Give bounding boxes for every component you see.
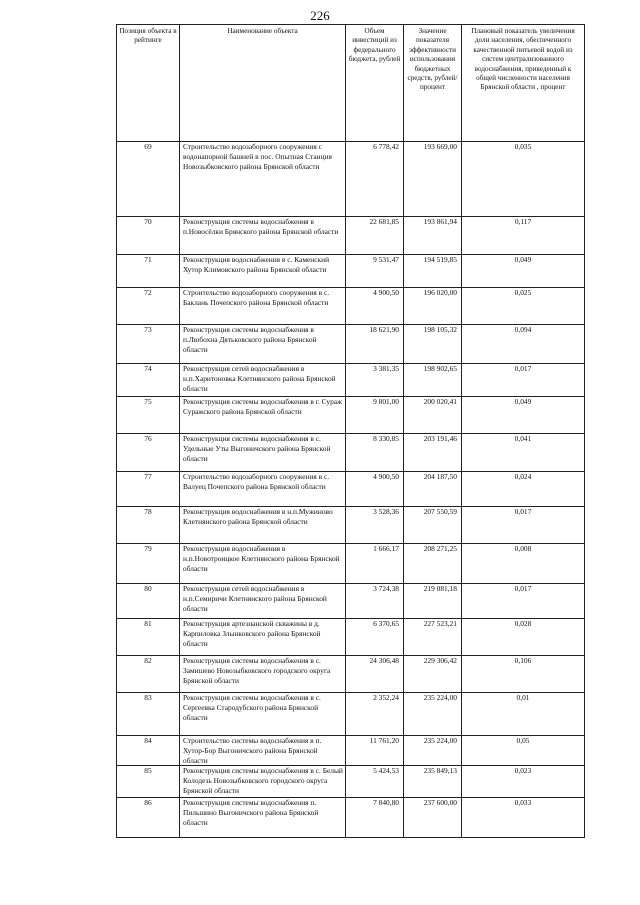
investment-cell: 11 761,20 [346, 736, 404, 766]
efficiency-cell: 196 020,00 [404, 288, 462, 325]
table-row [117, 798, 585, 838]
planned-share-cell: 0,025 [462, 288, 585, 325]
planned-share-cell: 0,008 [462, 544, 585, 584]
table-row [117, 217, 585, 255]
planned-share-cell: 0,05 [462, 736, 585, 766]
header-investment: Объем инвестиций из федерального бюджета, рублей [346, 25, 404, 142]
investment-cell: 8 330,85 [346, 434, 404, 472]
efficiency-cell: 204 187,50 [404, 472, 462, 507]
planned-share-cell: 0,094 [462, 325, 585, 364]
efficiency-cell: 219 081,18 [404, 584, 462, 619]
object-name-cell: Строительство системы водоснабжения в п. Хутор-Бор Выгоничского района Брянской области [180, 736, 346, 766]
rating-table [116, 24, 585, 838]
investment-cell: 22 681,85 [346, 217, 404, 255]
investment-cell: 2 352,24 [346, 693, 404, 736]
header-position: Позиция объекта в рейтинге [117, 25, 180, 142]
planned-share-cell: 0,106 [462, 656, 585, 693]
efficiency-cell: 208 271,25 [404, 544, 462, 584]
position-cell: 80 [117, 584, 180, 619]
efficiency-cell: 235 224,00 [404, 736, 462, 766]
object-name-cell: Реконструкция системы водоснабжения в п.Новосёлки Брянского района Брянской области [180, 217, 346, 255]
position-cell: 81 [117, 619, 180, 656]
object-name-cell: Реконструкция системы водоснабжения в п.Любохна Дятьковского района Брянской области [180, 325, 346, 364]
investment-cell: 7 840,80 [346, 798, 404, 838]
efficiency-cell: 198 902,65 [404, 364, 462, 397]
table-row [117, 544, 585, 584]
efficiency-cell: 235 849,13 [404, 766, 462, 798]
planned-share-cell: 0,049 [462, 397, 585, 434]
table-row [117, 584, 585, 619]
investment-cell: 5 424,53 [346, 766, 404, 798]
object-name-cell: Реконструкция системы водоснабжения в г. Сураж Суражского района Брянской области [180, 397, 346, 434]
table-row [117, 255, 585, 288]
investment-cell: 24 306,48 [346, 656, 404, 693]
table-row [117, 619, 585, 656]
position-cell: 77 [117, 472, 180, 507]
efficiency-cell: 229 306,42 [404, 656, 462, 693]
header-row [117, 25, 585, 142]
position-cell: 73 [117, 325, 180, 364]
object-name-cell: Реконструкция системы водоснабжения в с. Замишево Новозыбковского городского округа Брянской области [180, 656, 346, 693]
planned-share-cell: 0,117 [462, 217, 585, 255]
efficiency-cell: 237 600,00 [404, 798, 462, 838]
position-cell: 74 [117, 364, 180, 397]
object-name-cell: Реконструкция водоснабжения в н.п.Мужиново Клетнянского района Брянской области [180, 507, 346, 544]
efficiency-cell: 194 519,85 [404, 255, 462, 288]
investment-cell: 3 528,36 [346, 507, 404, 544]
object-name-cell: Строительство водозаборного сооружения с водонапорной башней в пос. Опытная Станция Новозыбковского района Брянской области [180, 142, 346, 217]
table-row [117, 397, 585, 434]
object-name-cell: Реконструкция системы водоснабжения в с. Удельные Уты Выгоничского района Брянской области [180, 434, 346, 472]
object-name-cell: Реконструкция водоснабжения в н.п.Новотроицкое Клетнянского района Брянской области [180, 544, 346, 584]
planned-share-cell: 0,024 [462, 472, 585, 507]
position-cell: 72 [117, 288, 180, 325]
investment-cell: 6 778,42 [346, 142, 404, 217]
table-row [117, 656, 585, 693]
investment-cell: 9 531,47 [346, 255, 404, 288]
position-cell: 76 [117, 434, 180, 472]
planned-share-cell: 0,035 [462, 142, 585, 217]
table-row [117, 434, 585, 472]
efficiency-cell: 193 669,00 [404, 142, 462, 217]
object-name-cell: Реконструкция системы водоснабжения в с. Сергеевка Стародубского района Брянской области [180, 693, 346, 736]
position-cell: 71 [117, 255, 180, 288]
efficiency-cell: 203 191,46 [404, 434, 462, 472]
table-row [117, 364, 585, 397]
position-cell: 85 [117, 766, 180, 798]
table-row [117, 142, 585, 217]
table-row [117, 693, 585, 736]
header-efficiency: Значение показателя эффективности использования бюджетных средств, рублей/процент [404, 25, 462, 142]
position-cell: 79 [117, 544, 180, 584]
investment-cell: 1 666,17 [346, 544, 404, 584]
position-cell: 75 [117, 397, 180, 434]
planned-share-cell: 0,028 [462, 619, 585, 656]
planned-share-cell: 0,041 [462, 434, 585, 472]
investment-cell: 18 621,90 [346, 325, 404, 364]
object-name-cell: Реконструкция сетей водоснабжения в н.п.Семиричи Клетнянского района Брянской области [180, 584, 346, 619]
header-object-name: Наименование объекта [180, 25, 346, 142]
object-name-cell: Строительство водозаборного сооружения в с. Валуец Почепского района Брянской области [180, 472, 346, 507]
header-planned-share: Плановый показатель увеличения доли населения, обеспеченного качественной питьевой водой из систем централизованного водоснабжения, приведенный к общей численности населения Брянской области , процент [462, 25, 585, 142]
position-cell: 82 [117, 656, 180, 693]
position-cell: 70 [117, 217, 180, 255]
efficiency-cell: 227 523,21 [404, 619, 462, 656]
table-row [117, 325, 585, 364]
planned-share-cell: 0,017 [462, 507, 585, 544]
page-number: 226 [310, 8, 330, 23]
investment-cell: 4 900,50 [346, 472, 404, 507]
efficiency-cell: 207 550,59 [404, 507, 462, 544]
position-cell: 78 [117, 507, 180, 544]
planned-share-cell: 0,049 [462, 255, 585, 288]
investment-cell: 6 370,65 [346, 619, 404, 656]
investment-cell: 3 724,38 [346, 584, 404, 619]
planned-share-cell: 0,033 [462, 798, 585, 838]
table-row [117, 507, 585, 544]
object-name-cell: Реконструкция сетей водоснабжения в н.п.Харитоновка Клетнянского района Брянской области [180, 364, 346, 397]
position-cell: 69 [117, 142, 180, 217]
investment-cell: 9 801,00 [346, 397, 404, 434]
table-row [117, 472, 585, 507]
object-name-cell: Реконструкция водоснабжения в с. Каменский Хутор Климовского района Брянской области [180, 255, 346, 288]
planned-share-cell: 0,017 [462, 584, 585, 619]
object-name-cell: Реконструкция системы водоснабжения в с. Белый Колодезь Новозыбковского городского округа Брянской области [180, 766, 346, 798]
efficiency-cell: 235 224,00 [404, 693, 462, 736]
table-row [117, 766, 585, 798]
efficiency-cell: 193 861,94 [404, 217, 462, 255]
object-name-cell: Строительство водозаборного сооружения в с. Баклань Почепского района Брянской области [180, 288, 346, 325]
planned-share-cell: 0,017 [462, 364, 585, 397]
planned-share-cell: 0,01 [462, 693, 585, 736]
table-row [117, 288, 585, 325]
position-cell: 84 [117, 736, 180, 766]
planned-share-cell: 0,023 [462, 766, 585, 798]
position-cell: 83 [117, 693, 180, 736]
position-cell: 86 [117, 798, 180, 838]
object-name-cell: Реконструкция артезианской скважины в д. Карпиловка Злынковского района Брянской области [180, 619, 346, 656]
efficiency-cell: 200 020,41 [404, 397, 462, 434]
table-row [117, 736, 585, 766]
investment-cell: 3 381,35 [346, 364, 404, 397]
object-name-cell: Реконструкция системы водоснабжения п. Пильшино Выгоничского района Брянской области [180, 798, 346, 838]
investment-cell: 4 900,50 [346, 288, 404, 325]
efficiency-cell: 198 105,32 [404, 325, 462, 364]
